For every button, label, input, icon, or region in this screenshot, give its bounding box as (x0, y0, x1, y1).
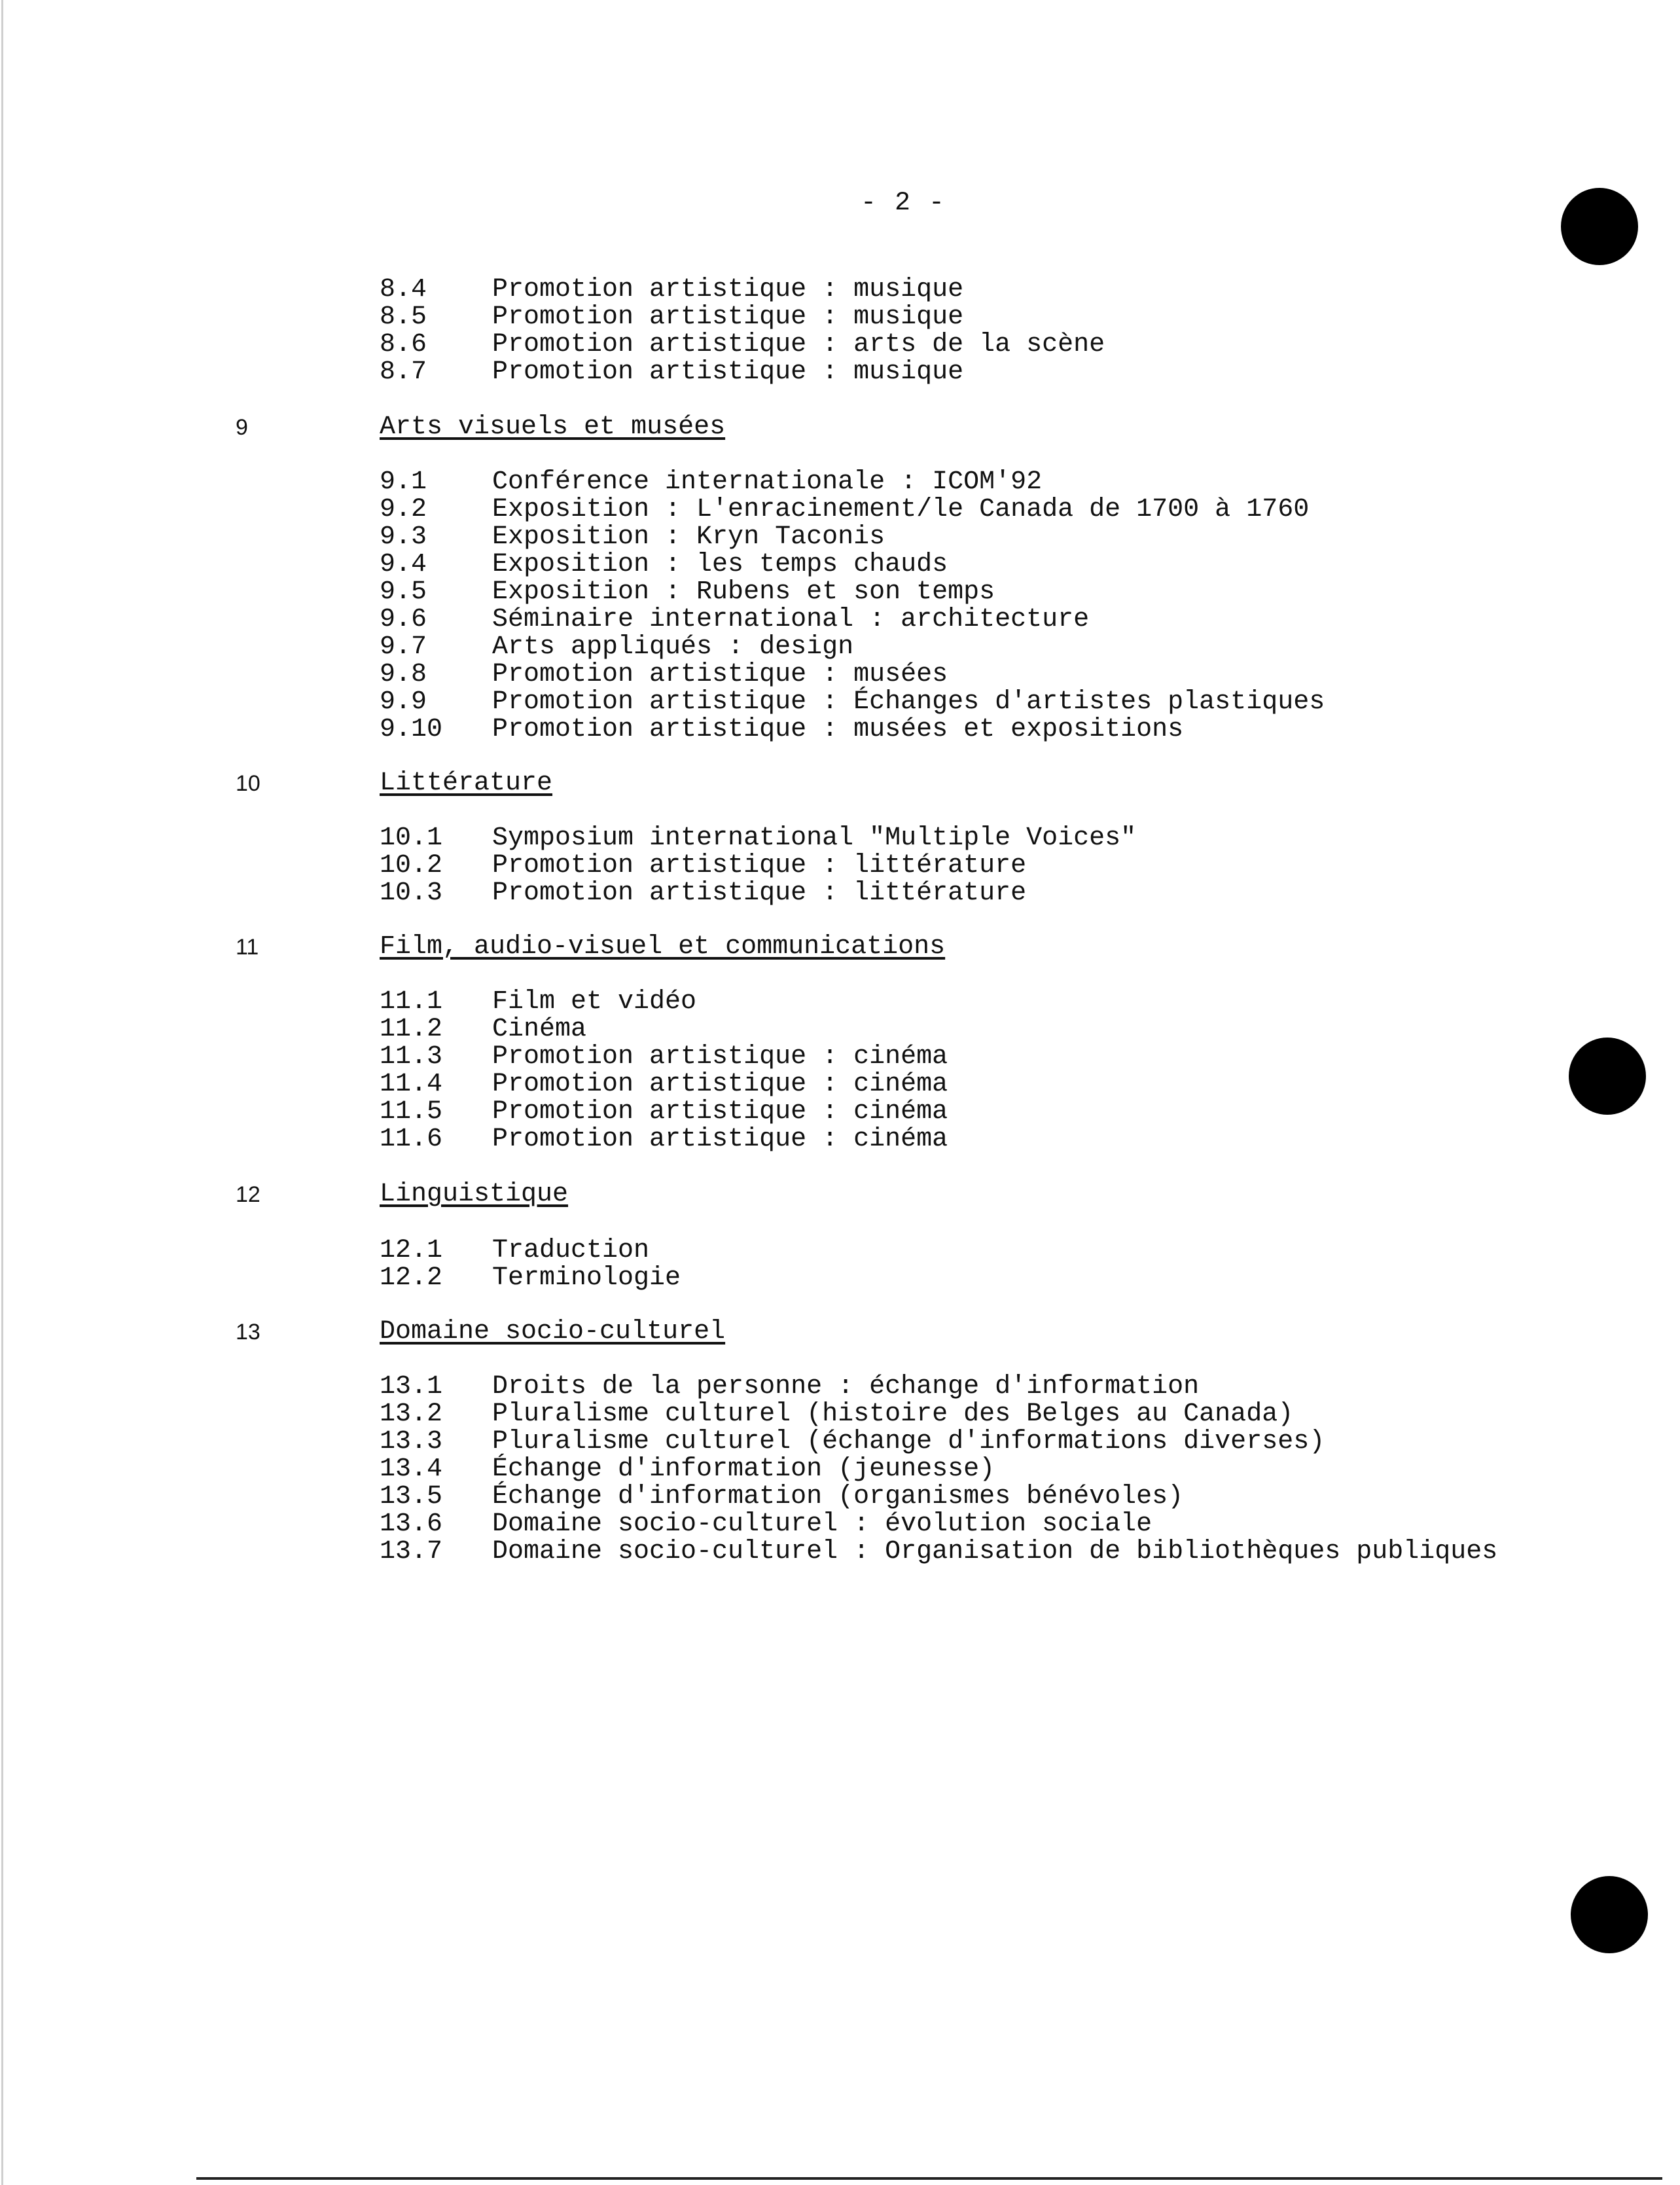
item-text: Arts appliqués : design (492, 632, 854, 662)
bottom-rule (196, 2177, 1662, 2180)
item-number: 9.7 (380, 632, 427, 662)
item-text: Exposition : Kryn Taconis (492, 522, 885, 552)
item-text: Promotion artistique : cinéma (492, 1125, 948, 1154)
item-number: 12.1 (380, 1236, 443, 1265)
item-number: 9.9 (380, 687, 427, 717)
punch-hole (1561, 188, 1638, 265)
item-number: 11.3 (380, 1042, 443, 1072)
item-number: 9.3 (380, 522, 427, 552)
item-number: 13.1 (380, 1372, 443, 1401)
item-text: Terminologie (492, 1263, 681, 1293)
item-text: Exposition : L'enracinement/le Canada de 1700 à 1760 (492, 495, 1310, 524)
item-text: Promotion artistique : musées et expositions (492, 715, 1184, 744)
item-number: 12.2 (380, 1263, 443, 1293)
item-text: Film et vidéo (492, 987, 697, 1017)
item-number: 13.6 (380, 1509, 443, 1539)
item-text: Traduction (492, 1236, 650, 1265)
item-number: 13.5 (380, 1482, 443, 1511)
item-number: 9.4 (380, 550, 427, 579)
item-number: 8.4 (380, 275, 427, 304)
item-text: Promotion artistique : musées (492, 660, 948, 689)
item-text: Exposition : Rubens et son temps (492, 577, 995, 607)
item-number: 11.1 (380, 987, 443, 1017)
item-number: 13.7 (380, 1537, 443, 1566)
item-text: Promotion artistique : cinéma (492, 1042, 948, 1072)
item-text: Échange d'information (organismes bénévoles) (492, 1482, 1184, 1511)
item-text: Promotion artistique : littérature (492, 851, 1027, 880)
item-number: 10.1 (380, 823, 443, 853)
section-title: Littérature (380, 768, 553, 798)
section-number: 9 (236, 415, 248, 440)
item-number: 9.5 (380, 577, 427, 607)
item-number: 9.6 (380, 605, 427, 634)
section-number: 13 (236, 1320, 260, 1345)
section-number: 12 (236, 1182, 260, 1207)
item-number: 9.2 (380, 495, 427, 524)
item-text: Promotion artistique : musique (492, 302, 964, 332)
item-text: Conférence internationale : ICOM'92 (492, 467, 1043, 497)
item-number: 9.8 (380, 660, 427, 689)
item-text: Promotion artistique : musique (492, 357, 964, 387)
item-text: Symposium international "Multiple Voices" (492, 823, 1137, 853)
item-text: Promotion artistique : arts de la scène (492, 330, 1105, 359)
item-number: 13.4 (380, 1454, 443, 1484)
item-number: 9.1 (380, 467, 427, 497)
item-text: Domaine socio-culturel : évolution sociale (492, 1509, 1153, 1539)
item-text: Domaine socio-culturel : Organisation de bibliothèques publiques (492, 1537, 1498, 1566)
item-text: Cinéma (492, 1015, 587, 1044)
section-title: Linguistique (380, 1180, 569, 1209)
punch-hole (1569, 1038, 1646, 1115)
section-number: 11 (236, 935, 259, 960)
item-number: 8.6 (380, 330, 427, 359)
item-text: Promotion artistique : musique (492, 275, 964, 304)
section-title: Domaine socio-culturel (380, 1317, 726, 1346)
item-text: Droits de la personne : échange d'information (492, 1372, 1200, 1401)
item-text: Promotion artistique : cinéma (492, 1097, 948, 1127)
section-number: 10 (236, 771, 260, 796)
item-number: 11.2 (380, 1015, 443, 1044)
item-text: Séminaire international : architecture (492, 605, 1090, 634)
item-text: Échange d'information (jeunesse) (492, 1454, 995, 1484)
item-number: 10.3 (380, 878, 443, 908)
item-number: 9.10 (380, 715, 443, 744)
item-number: 11.4 (380, 1070, 443, 1099)
item-number: 8.5 (380, 302, 427, 332)
item-text: Exposition : les temps chauds (492, 550, 948, 579)
item-text: Promotion artistique : cinéma (492, 1070, 948, 1099)
scan-left-edge (1, 0, 3, 2185)
item-number: 13.2 (380, 1399, 443, 1429)
item-number: 13.3 (380, 1427, 443, 1456)
item-text: Pluralisme culturel (histoire des Belges au Canada) (492, 1399, 1294, 1429)
section-title: Film, audio-visuel et communications (380, 932, 946, 962)
punch-hole (1571, 1876, 1648, 1953)
item-text: Promotion artistique : littérature (492, 878, 1027, 908)
item-number: 10.2 (380, 851, 443, 880)
item-text: Pluralisme culturel (échange d'informations diverses) (492, 1427, 1325, 1456)
item-number: 11.6 (380, 1125, 443, 1154)
item-number: 8.7 (380, 357, 427, 387)
section-title: Arts visuels et musées (380, 412, 726, 442)
item-number: 11.5 (380, 1097, 443, 1127)
item-text: Promotion artistique : Échanges d'artistes plastiques (492, 687, 1325, 717)
page-number: - 2 - (861, 189, 946, 218)
